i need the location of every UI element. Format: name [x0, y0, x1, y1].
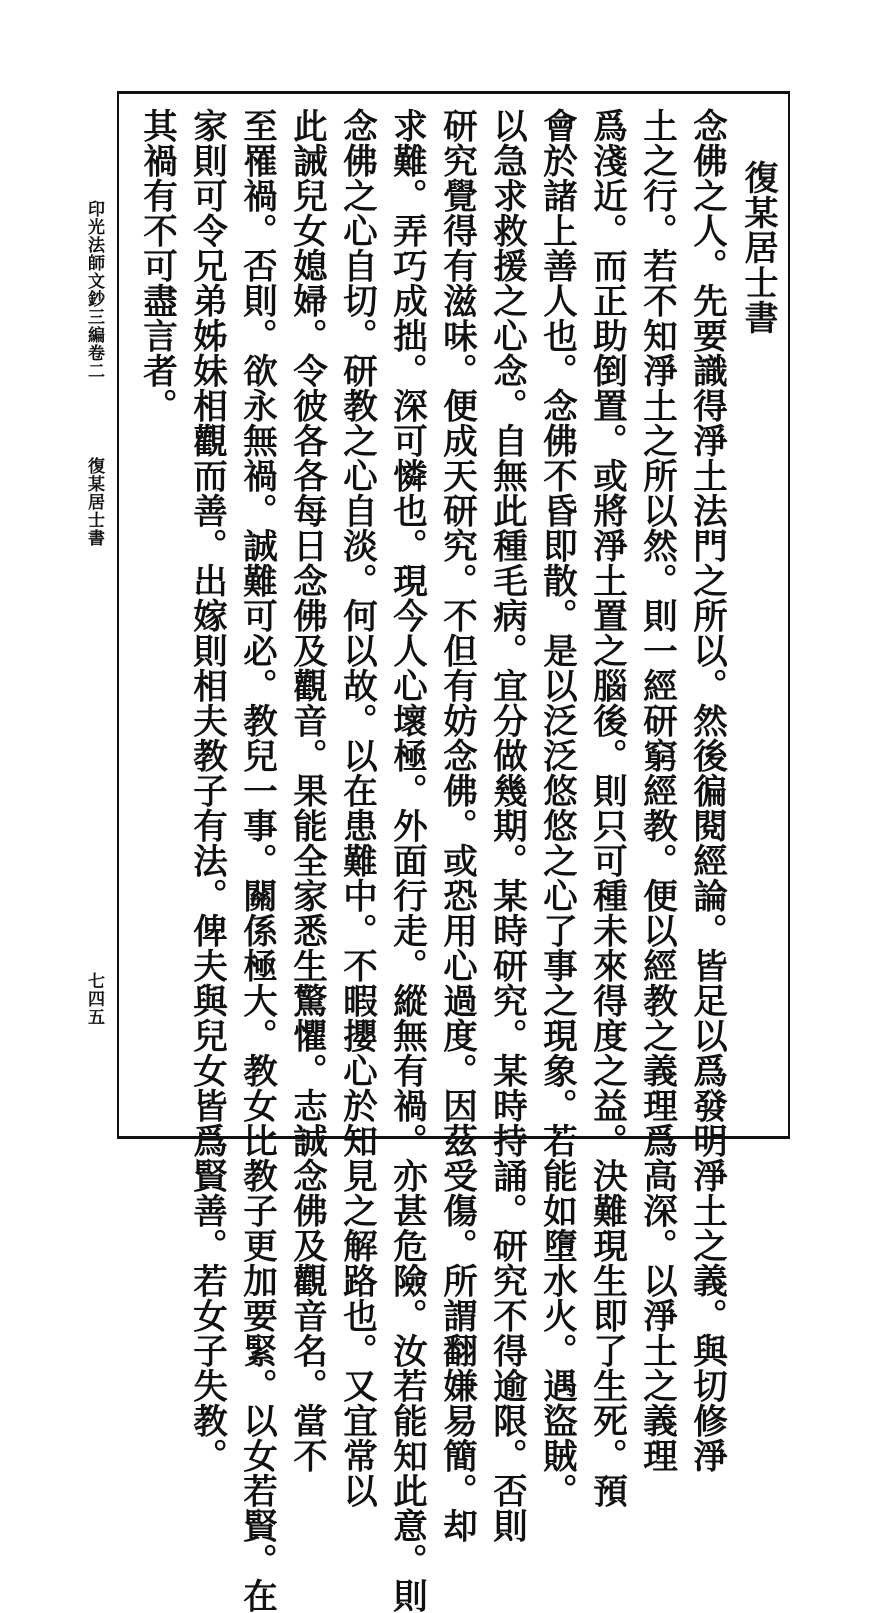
text-column-4: 會於諸上善人也。念佛不昏即散。是以泛泛悠悠之心了事之現象。若能如墮水火。遇盜賊。 — [536, 108, 577, 1508]
text-column-2: 土之行。若不知淨土之所以然。則一經研窮經教。便以經教之義理爲高深。以淨土之義理 — [636, 108, 677, 1473]
margin-section-title: 復某居士書 — [84, 457, 104, 547]
text-column-10: 至罹禍。否則。欲永無禍。誠難可必。教兒一事。關係極大。教女比教子更加要緊。以女若賢。在 — [236, 108, 277, 1613]
text-column-8: 念佛之心自切。研教之心自淡。何以故。以在患難中。不暇攖心於知見之解路也。又宜常以 — [336, 108, 377, 1508]
margin-book-title: 印光法師文鈔三編卷二 — [84, 200, 104, 380]
page-border-top — [117, 91, 790, 94]
margin-page-number: 七四五 — [84, 972, 104, 1026]
text-column-9: 此誡兒女媳婦。令彼各各每日念佛及觀音。果能全家悉生驚懼。志誠念佛及觀音名。當不 — [286, 108, 327, 1473]
page-border-right — [788, 91, 790, 1139]
text-column-11: 家則可令兄弟姊妹相觀而善。出嫁則相夫教子有法。俾夫與兒女皆爲賢善。若女子失教。 — [186, 108, 227, 1473]
text-column-5: 以急求救援之心念。自無此種毛病。宜分做幾期。某時研究。某時持誦。研究不得逾限。否則 — [486, 108, 527, 1543]
text-column-12: 其禍有不可盡言者。 — [136, 108, 177, 423]
text-column-6: 研究覺得有滋味。便成天研究。不但有妨念佛。或恐用心過度。因茲受傷。所謂翻嫌易簡。却 — [436, 108, 477, 1543]
text-column-3: 爲淺近。而正助倒置。或將淨土置之腦後。則只可種未來得度之益。決難現生即了生死。預 — [586, 108, 627, 1508]
page-border-left — [117, 91, 119, 1139]
text-column-1: 念佛之人。先要識得淨土法門之所以。然後徧閱經論。皆足以爲發明淨土之義。與切修淨 — [686, 108, 727, 1473]
text-column-7: 求難。弄巧成拙。深可憐也。現今人心壞極。外面行走。縱無有禍。亦甚危險。汝若能知此意。則 — [386, 108, 427, 1613]
letter-title: 復某居士書 — [738, 160, 778, 335]
